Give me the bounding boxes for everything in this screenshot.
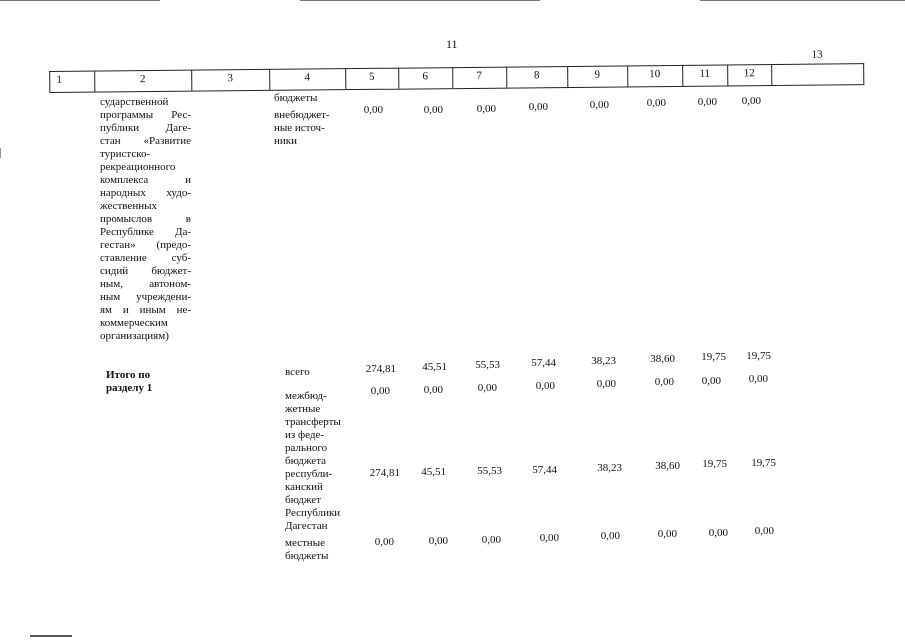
- header-cell: 11: [699, 67, 711, 80]
- value-cell: 38,23: [591, 355, 616, 367]
- program-text-line: сударственной: [100, 96, 169, 108]
- table-header-row: [49, 46, 864, 92]
- value-cell: 38,60: [650, 353, 675, 365]
- source-text-line: Республики: [285, 507, 341, 519]
- value-cell: 0,00: [708, 527, 728, 539]
- value-cell: 0,00: [654, 376, 674, 388]
- value-cell: 57,44: [532, 464, 557, 476]
- program-text-line: промыслов в: [100, 213, 191, 225]
- value-cell: 0,00: [363, 104, 383, 116]
- value-cell: 19,75: [701, 351, 726, 363]
- value-cell: 0,00: [423, 384, 443, 396]
- program-description: [100, 96, 191, 343]
- value-cell: 19,75: [751, 457, 776, 469]
- value-cell: 45,51: [421, 466, 446, 478]
- scan-edge-top-left: [0, 0, 160, 1]
- value-cell: 19,75: [746, 350, 771, 362]
- source-text-line: бюджета: [285, 455, 327, 467]
- header-cell: 5: [368, 70, 375, 83]
- value-cell: 274,81: [365, 363, 396, 375]
- value-cell: 0,00: [754, 525, 774, 537]
- source-text-line: республи-: [285, 468, 333, 480]
- source-text-line: бюджет: [285, 494, 321, 506]
- value-cell: 0,00: [657, 528, 677, 540]
- program-text-line: комплекса и: [100, 174, 191, 186]
- program-text-line: организациям): [100, 330, 169, 342]
- source-cell-federal-transfers: [285, 390, 341, 468]
- header-cell: 9: [594, 68, 601, 81]
- source-text-line: канский: [285, 481, 323, 493]
- value-cell: 38,23: [597, 462, 622, 474]
- program-text-line: стан «Развитие: [100, 135, 191, 147]
- value-cell: 0,00: [741, 95, 761, 107]
- value-cell: 0,00: [535, 380, 555, 392]
- scan-mark-bottom: [30, 635, 72, 637]
- source-cell-budgets: [274, 92, 317, 105]
- program-text-line: программы Рес-: [100, 109, 191, 121]
- header-cell: 2: [139, 73, 146, 86]
- value-cell: 0,00: [748, 373, 768, 385]
- value-cell: 0,00: [423, 104, 443, 116]
- section-title-line: разделу 1: [106, 382, 153, 394]
- header-cell: 12: [743, 67, 755, 80]
- header-cell: 1: [56, 73, 63, 86]
- header-cell: 8: [533, 69, 540, 82]
- program-text-line: ставление суб-: [100, 252, 191, 264]
- source-text-line: межбюд-: [285, 390, 327, 402]
- value-cell: 19,75: [702, 458, 727, 470]
- program-text-line: ным, автоном-: [100, 278, 191, 290]
- program-text-line: Республике Да-: [100, 226, 191, 238]
- source-text-line: рального: [285, 442, 328, 454]
- value-cell: 0,00: [477, 382, 497, 394]
- header-cell: 13: [811, 48, 823, 61]
- value-cell: 0,00: [600, 530, 620, 542]
- header-cell: 10: [649, 68, 661, 81]
- value-cell: 0,00: [370, 385, 390, 397]
- program-text-line: жественных: [100, 200, 157, 212]
- program-text-line: сидий бюджет-: [100, 265, 191, 277]
- scan-edge-top-right: [700, 0, 905, 1]
- value-cell: 0,00: [528, 101, 548, 113]
- program-text-line: публики Даге-: [100, 122, 191, 134]
- value-cell: 0,00: [646, 97, 666, 109]
- source-text-line: Дагестан: [285, 520, 328, 532]
- source-text-line: бюджеты: [274, 92, 318, 104]
- value-cell: 0,00: [589, 99, 609, 111]
- source-text-line: бюджеты: [285, 550, 329, 562]
- source-text-line: внебюджет-: [274, 109, 330, 121]
- source-text-line: всего: [285, 366, 310, 378]
- source-cell-local-budgets: [285, 537, 328, 563]
- source-text-line: жетные: [285, 403, 321, 415]
- program-text-line: коммерческим: [100, 317, 168, 329]
- source-text-line: ные источ-: [274, 122, 325, 134]
- program-text-line: гестан» (предо-: [100, 239, 191, 251]
- header-cell: 7: [476, 69, 483, 82]
- section-title-line: Итого по: [106, 369, 151, 381]
- source-cell-total: [285, 366, 310, 379]
- value-cell: 0,00: [374, 536, 394, 548]
- header-divider: [863, 63, 864, 84]
- value-cell: 0,00: [697, 96, 717, 108]
- section-total-title: [106, 369, 188, 395]
- value-cell: 0,00: [596, 378, 616, 390]
- value-cell: 0,00: [701, 375, 721, 387]
- page-number: 11: [446, 37, 458, 51]
- value-cell: 55,53: [477, 465, 502, 477]
- value-cell: 55,53: [475, 359, 500, 371]
- source-cell-extrabudgetary: [274, 109, 330, 148]
- header-cell: 6: [422, 70, 429, 83]
- program-text-line: туристско-: [100, 148, 151, 160]
- source-text-line: ники: [274, 135, 298, 147]
- value-cell: 0,00: [481, 534, 501, 546]
- header-cell: 3: [227, 72, 234, 85]
- program-text-line: ным учреждени-: [100, 291, 191, 303]
- program-text-line: ям и иным не-: [100, 304, 191, 316]
- value-cell: 274,81: [369, 467, 400, 479]
- source-text-line: трансферты: [285, 416, 341, 428]
- value-cell: 45,51: [422, 361, 447, 373]
- value-cell: 0,00: [476, 103, 496, 115]
- source-cell-republican-budget: [285, 468, 340, 533]
- source-text-line: местные: [285, 537, 325, 549]
- header-cell: 4: [304, 71, 311, 84]
- program-text-line: народных худо-: [100, 187, 191, 199]
- header-divider: [771, 64, 772, 85]
- source-text-line: из феде-: [285, 429, 324, 441]
- value-cell: 38,60: [655, 460, 680, 472]
- value-cell: 0,00: [428, 535, 448, 547]
- value-cell: 57,44: [531, 357, 556, 369]
- value-cell: 0,00: [539, 532, 559, 544]
- scan-mark-left: [0, 148, 1, 158]
- program-text-line: рекреационного: [100, 161, 176, 173]
- scan-edge-top-middle: [300, 0, 540, 1]
